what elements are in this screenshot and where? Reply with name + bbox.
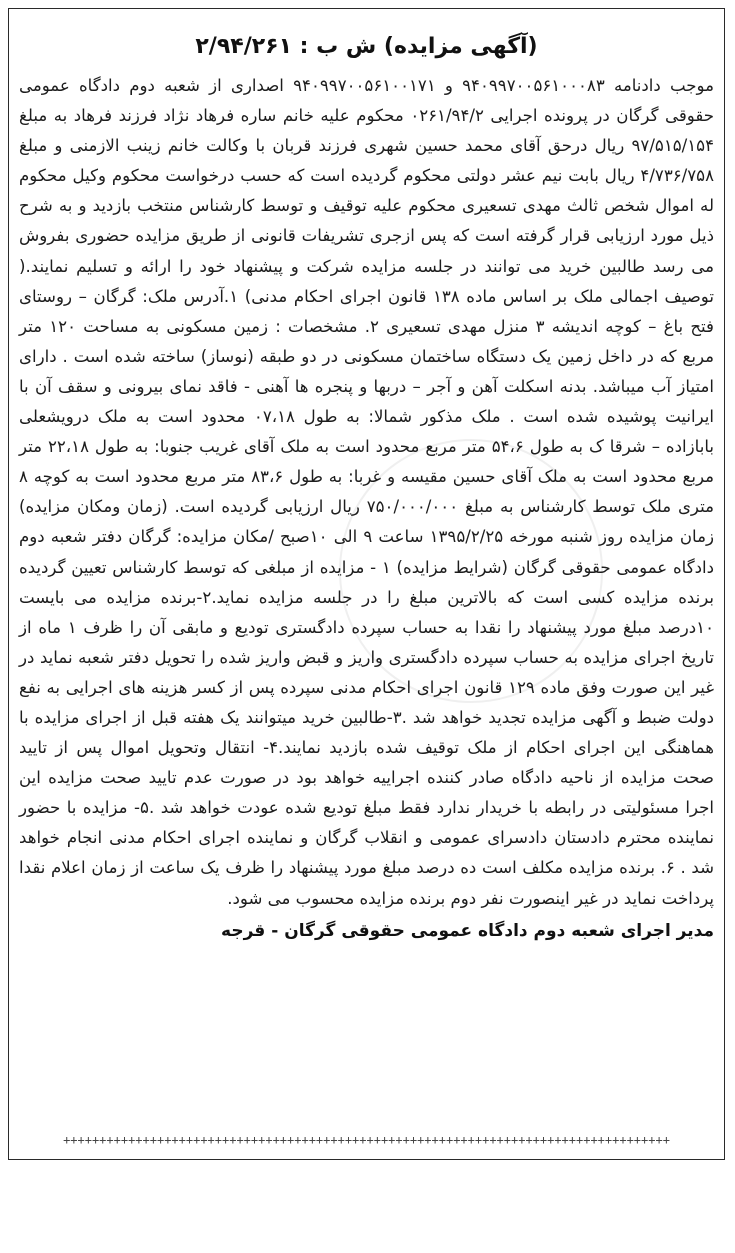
separator-line: ++++++++++++++++++++++++++++++++++++++++++++++++++++++++++++++++++++++++++++++++++++ [63,1133,670,1147]
notice-title: (آگهی مزایده) ش ب : ۲/۹۴/۲۶۱ [195,34,538,59]
notice-box [8,8,725,1160]
notice-body: موجب دادنامه ۹۴۰۹۹۷۰۰۵۶۱۰۰۰۸۳ و ۹۴۰۹۹۷۰۰۵۶۱۰۰۱۷۱ اصداری از شعبه دوم دادگاه عمومی حقوقی گرگان در پرونده اجرایی ۰۲۶۱/۹۴/۲ محکوم علیه خانم ساره فرهاد نژاد فرزند فرهاد به مبلغ ۹۷/۵۱۵/۱۵۴ ریال درحق آقای محمد حسین شهری فرزند قربان با وکالت خانم زینب الازمنی و مبلغ ۴/۷۳۶/۷۵۸ ریال بابت نیم عشر دولتی محکوم گردیده است که حسب درخواست محکوم وکیل محکوم له اموال شخص ثالث مهدی تسعیری محکوم علیه توقیف و توسط کارشناس منتخب بازدید و به شرح ذیل مورد ارزیابی قرار گرفته است که پس ازجری تشریفات قانونی از طریق مزایده حضوری بفروش می رسد طالبین خرید می توانند در جلسه مزایده شرکت و پیشنهاد خود را ارائه و تسلیم نمایند.( توصیف اجمالی ملک بر اساس ماده ۱۳۸ قانون اجرای احکام مدنی) ۱.آدرس ملک: گرگان – روستای فتح باغ – کوچه اندیشه ۳ منزل مهدی تسعیری ۲. مشخصات : زمین مسکونی به مساحت ۱۲۰ متر مربع که در داخل زمین یک دستگاه ساختمان مسکونی در دو طبقه (نوساز) ساخته شده است . دارای امتیاز آب میباشد. بدنه اسکلت آهن و آجر – دربها و پنجره ها آهنی - فاقد نمای بیرونی و سقف آن با ایرانیت پوشیده شده است . ملک مذکور شمالا: به طول ۰۷،۱۸ محدود است به ملک درویشعلی بابازاده – شرقا ک به طول ۵۴،۶ متر مربع محدود است به ملک آقای غریب جنوبا: به طول ۲۲،۱۸ متر مربع محدود است به ملک آقای حسین مقیسه و غربا: به طول ۸۳،۶ متر مربع محدود است به کوچه ۸ متری ملک توسط کارشناس به مبلغ ۷۵۰/۰۰۰/۰۰۰ ریال ارزیابی گردیده است. (زمان ومکان مزایده) زمان مزایده روز شنبه مورخه ۱۳۹۵/۲/۲۵ ساعت ۹ الی ۱۰صبح /مکان مزایده: گرگان دفتر شعبه دوم دادگاه عمومی حقوقی گرگان (شرایط مزایده) ۱ - مزایده از مبلغی که توسط کارشناس تعیین گردیده برنده مزایده کسی است که بالاترین مبلغ را در جلسه مزایده نماید.۲-برنده مزایده می بایست ۱۰درصد مبلغ مورد پیشنهاد را نقدا به حساب سپرده دادگستری تودیع و مابقی آن را ظرف ۱ ماه از تاریخ اجرای مزایده به حساب سپرده دادگستری واریز و قبض واریز شده را تحویل دفتر شعبه نماید در غیر این صورت وفق ماده ۱۲۹ قانون اجرای احکام مدنی سپرده پس از کسر هزینه های اجرایی به نفع دولت ضبط و آگهی مزایده تجدید خواهد شد .۳-طالبین خرید میتوانند یک هفته قبل از اجرای مزایده با هماهنگی این اجرای احکام از ملک توقیف شده بازدید نمایند.۴- انتقال وتحویل اموال پس از تایید صحت مزایده از ناحیه دادگاه صادر کننده اجراییه خواهد بود در صورت عدم تایید صحت مزایده این اجرا مسئولیتی در رابطه با خریدار ندارد فقط مبلغ تودیع شده عودت خواهد شد .۵- مزایده با حضور نماینده محترم دادستان دادسرای عمومی و انقلاب گرگان و نماینده اجرای احکام مدنی انجام خواهد شد . ۶. برنده مزایده مکلف است ده درصد مبلغ مورد پیشنهاد را ظرف یک ساعت از زمان اعلام نقدا پرداخت نماید در غیر اینصورت نفر دوم برنده مزایده محسوب می شود. [19,76,715,908]
notice-content [19,29,714,1149]
notice-signature: مدیر اجرای شعبه دوم دادگاه عمومی حقوقی گرگان - قرجه [221,920,714,941]
